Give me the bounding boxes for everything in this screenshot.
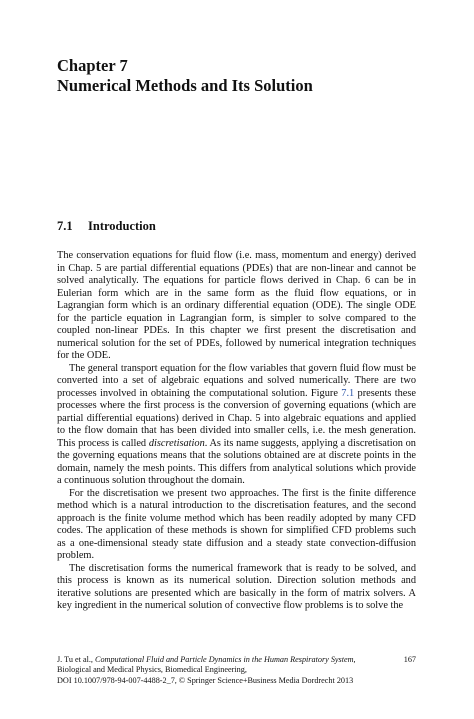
paragraph-2: [57, 363, 416, 488]
footer-cite: [57, 655, 356, 665]
figure-link[interactable]: 7.1: [341, 387, 355, 399]
paragraph-2-part-c: . As its name suggests, applying a discretisation on the governing equations means that the solutions obtained are at discrete points in the domain, namely the mesh points. This differs from analytical solutions which provide a continuous solution throughout the domain.: [57, 437, 416, 486]
footer-book-title: Computational Fluid and Particle Dynamics in the Human Respiratory System,: [95, 655, 356, 664]
paragraph-1: The conservation equations for fluid flow (i.e. mass, momentum and energy) derived in Chap. 5 are partial differential equations (PDEs) that are non-linear and cannot be solved analytically. The equations for particle flows derived in Chap. 6 can be in Eulerian form which are in the same form as the fluid flow equations, or in Lagrangian form which is an ordinary differential equation (ODE). The single ODE for the particle equation in Lagrangian form, is simpler to solve compared to the coupled non-linear PDEs. In this chapter we first present the discretisation and numerical solution for the set of PDEs, followed by numerical integration techniques for the ODE.: [57, 250, 416, 361]
footer-row-1: [57, 655, 416, 665]
footer-doi: DOI 10.1007/978-94-007-4488-2_7, © Springer Science+Business Media Dordrecht 2013: [57, 675, 354, 685]
section-heading: [57, 218, 156, 234]
footer-series: Biological and Medical Physics, Biomedical Engineering,: [57, 665, 247, 675]
body-text: [57, 250, 416, 613]
section-number: 7.1: [57, 219, 73, 233]
page-number: 167: [403, 655, 416, 664]
chapter-title: Numerical Methods and Its Solution: [57, 76, 313, 95]
section-title: Introduction: [88, 219, 156, 233]
paragraph-3: For the discretisation we present two approaches. The first is the finite difference method which is a natural introduction to the discretisation features, and the second approach is the finite volume method which has been readily adopted by many CFD codes. The application of these methods is shown for simplified CFD problems such as a one-dimensional steady state diffusion and a steady state convection-diffusion problem.: [57, 487, 416, 561]
chapter-label: Chapter 7: [57, 56, 128, 75]
discretisation-term: discretisation: [148, 437, 205, 449]
paragraph-2-part-a: The general transport equation for the flow variables that govern fluid flow must be converted into a set of algebraic equations and solved numerically. There are two processes involved in obtaining the computational solution. Figure: [57, 362, 416, 399]
footer-authors: J. Tu et al.,: [57, 655, 95, 664]
paragraph-4: The discretisation forms the numerical framework that is ready to be solved, and this process is known as its numerical solution. Direction solution methods and iterative solutions are presented which are basically in the form of matrix solvers. A key ingredient in the numerical solution of convective flow problems is to solve the: [57, 562, 416, 611]
footer-citation: [57, 655, 416, 686]
paragraph-2-part-b: presents these processes where the first process is the conversion of governing equations (which are partial differential equations) derived in Chap. 5 into algebraic equations and applied to the flow domain that has been divided into smaller cells, i.e. the mesh generation. This process is called: [57, 387, 416, 449]
